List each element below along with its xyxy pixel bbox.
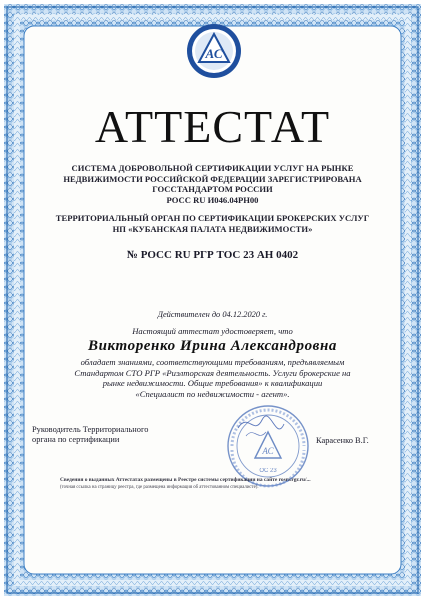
footnote-line-2: (точная ссылка на страницу реестра, где размещена информация об аттестованном специалисте). — [60, 485, 259, 491]
registration-number: № РОСС RU РГР ТОС 23 АН 0402 — [126, 249, 299, 261]
certification-organ — [40, 213, 385, 234]
valid-label: Действителен до — [157, 310, 221, 319]
footnote-line-1: Сведения о выданных Аттестатах размещены в Реестре системы сертификации на сайте rosrr.rgr.ru/... — [60, 477, 311, 483]
system-line-3: ГОССТАНДАРТОМ РОССИИ — [152, 184, 273, 195]
organ-line-2: НП «КУБАНСКАЯ ПАЛАТА НЕДВИЖИМОСТИ» — [112, 223, 313, 234]
system-line-1: СИСТЕМА ДОБРОВОЛЬНОЙ СЕРТИФИКАЦИИ УСЛУГ НА РЫНКЕ — [71, 163, 354, 173]
system-line-2: НЕДВИЖИМОСТИ РОССИЙСКОЙ ФЕДЕРАЦИИ ЗАРЕГИСТРИРОВАНА — [63, 173, 362, 184]
description-line-3: рынке недвижимости. Общие требования» к квалификации — [102, 378, 323, 389]
certification-system-header — [40, 163, 385, 205]
guilloche-border — [4, 4, 421, 596]
svg-text:АС: АС — [205, 46, 223, 61]
description-line-1: обладает знаниями, соответствующими требованиям, предъявляемым — [80, 357, 345, 367]
signer-name: Карасенко В.Г. — [316, 436, 369, 445]
description-line-2: Стандартом СТО РГР «Риэлторская деятельность. Услуги брокерские на — [74, 367, 351, 378]
document-title: АТТЕСТАТ — [94, 101, 331, 152]
seal-label: ОС 23 — [259, 468, 277, 474]
system-line-4: РОСС RU И046.04РН00 — [166, 194, 259, 205]
signer-line-2: органа по сертификации — [32, 435, 120, 445]
validity — [0, 310, 425, 319]
certifies-statement: Настоящий аттестат удостоверяет, что — [132, 326, 293, 336]
description-line-4: «Специалист по недвижимости - агент». — [135, 388, 290, 399]
valid-date: 04.12.2020 г. — [222, 310, 268, 319]
signer-title — [32, 425, 182, 446]
signer-line-1: Руководитель Территориального — [32, 425, 149, 434]
svg-text:АС: АС — [262, 446, 274, 456]
holder-name: Викторенко Ирина Александровна — [87, 338, 338, 354]
emblem-logo — [185, 22, 243, 80]
qualification-description — [50, 357, 375, 399]
organ-line-1: ТЕРРИТОРИАЛЬНЫЙ ОРГАН ПО СЕРТИФИКАЦИИ БРОКЕРСКИХ УСЛУГ — [55, 213, 370, 223]
registry-footnote — [60, 477, 370, 491]
